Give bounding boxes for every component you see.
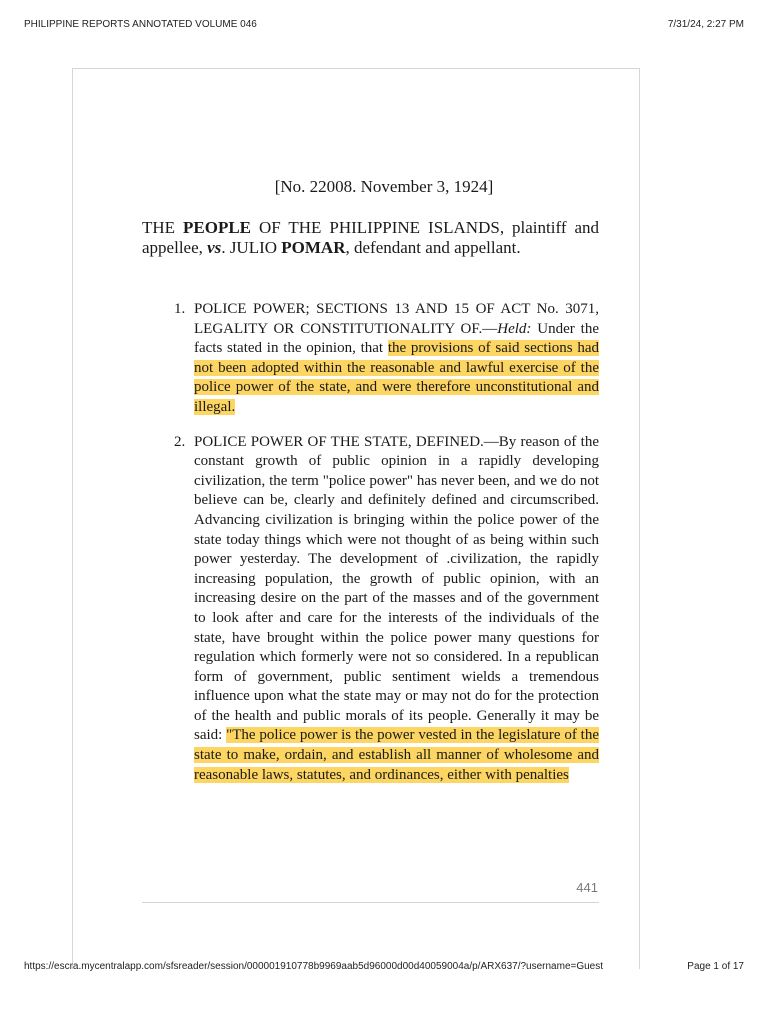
print-header-datetime: 7/31/24, 2:27 PM	[667, 19, 744, 30]
syllabus-item	[150, 300, 599, 418]
highlighted-text[interactable]: "The police power is the power vested in the legislature of the state to make, ordain, and establish all manner of wholesome and reasonable laws, statutes, and ordinances, either with penalties	[194, 727, 599, 783]
syllabus-text: Under the facts stated in the opinion, that	[194, 320, 599, 357]
caption-vs: vs	[207, 238, 222, 257]
syllabus-number: 2.	[174, 433, 186, 450]
print-header-title: PHILIPPINE REPORTS ANNOTATED VOLUME 046	[24, 19, 257, 30]
syllabus-number: 1.	[174, 301, 186, 317]
syllabus-text: POLICE POWER OF THE STATE, DEFINED.—By reason of the constant growth of public opinion in a rapidly developing civilization, the term "police power" has never been, and we do not believe can be, clearly and definitely defined and circumscribed. Advancing civilization is bringing within the police power of the state today things which were not thought of as being within such power yesterday. The development of .civilization, the rapidly increasing population, the growth of public opinion, with an increasing desire on the part of the masses and of the government to look after and care for the interests of the individuals of the state, have brought within the police power many questions for regulation which formerly were not so considered. In a republican form of government, public sentiment wields a tremendous influence upon what the state may or may not do for the protection of the health and public morals of its people. Generally it may be said:	[194, 433, 599, 744]
caption-tail: , defendant and appellant.	[345, 238, 521, 257]
syllabus-heading: POLICE POWER; SECTIONS 13 AND 15 OF ACT No. 3071, LEGALITY OR CONSTITUTIONALITY OF.—	[194, 301, 599, 337]
case-caption	[142, 218, 599, 258]
syllabus-list	[150, 300, 599, 800]
syllabus-item	[150, 433, 599, 786]
caption-julio: . JULIO	[221, 238, 278, 257]
caption-of-islands: OF THE PHILIPPINE ISLANDS, plaintiff and appellee,	[142, 218, 599, 257]
print-footer-page-info: Page 1 of 17	[687, 961, 744, 972]
caption-people: PEOPLE	[183, 218, 252, 237]
syllabus-held: Held:	[497, 320, 532, 337]
page-divider	[142, 902, 599, 903]
case-number: [No. 22008. November 3, 1924]	[274, 177, 494, 196]
highlighted-text[interactable]: the provisions of said sections had not been adopted within the reasonable and lawful exercise of the police power of the state, and were therefore unconstitutional and illegal.	[194, 340, 599, 415]
caption-the: THE	[142, 218, 176, 237]
print-footer-url: https://escra.mycentralapp.com/sfsreader/session/000001910778b9969aab5d96000d00d40059004a/p/ARX637/?username=Guest	[24, 961, 604, 972]
page-number: 441	[576, 880, 598, 895]
caption-pomar: POMAR	[281, 238, 346, 257]
